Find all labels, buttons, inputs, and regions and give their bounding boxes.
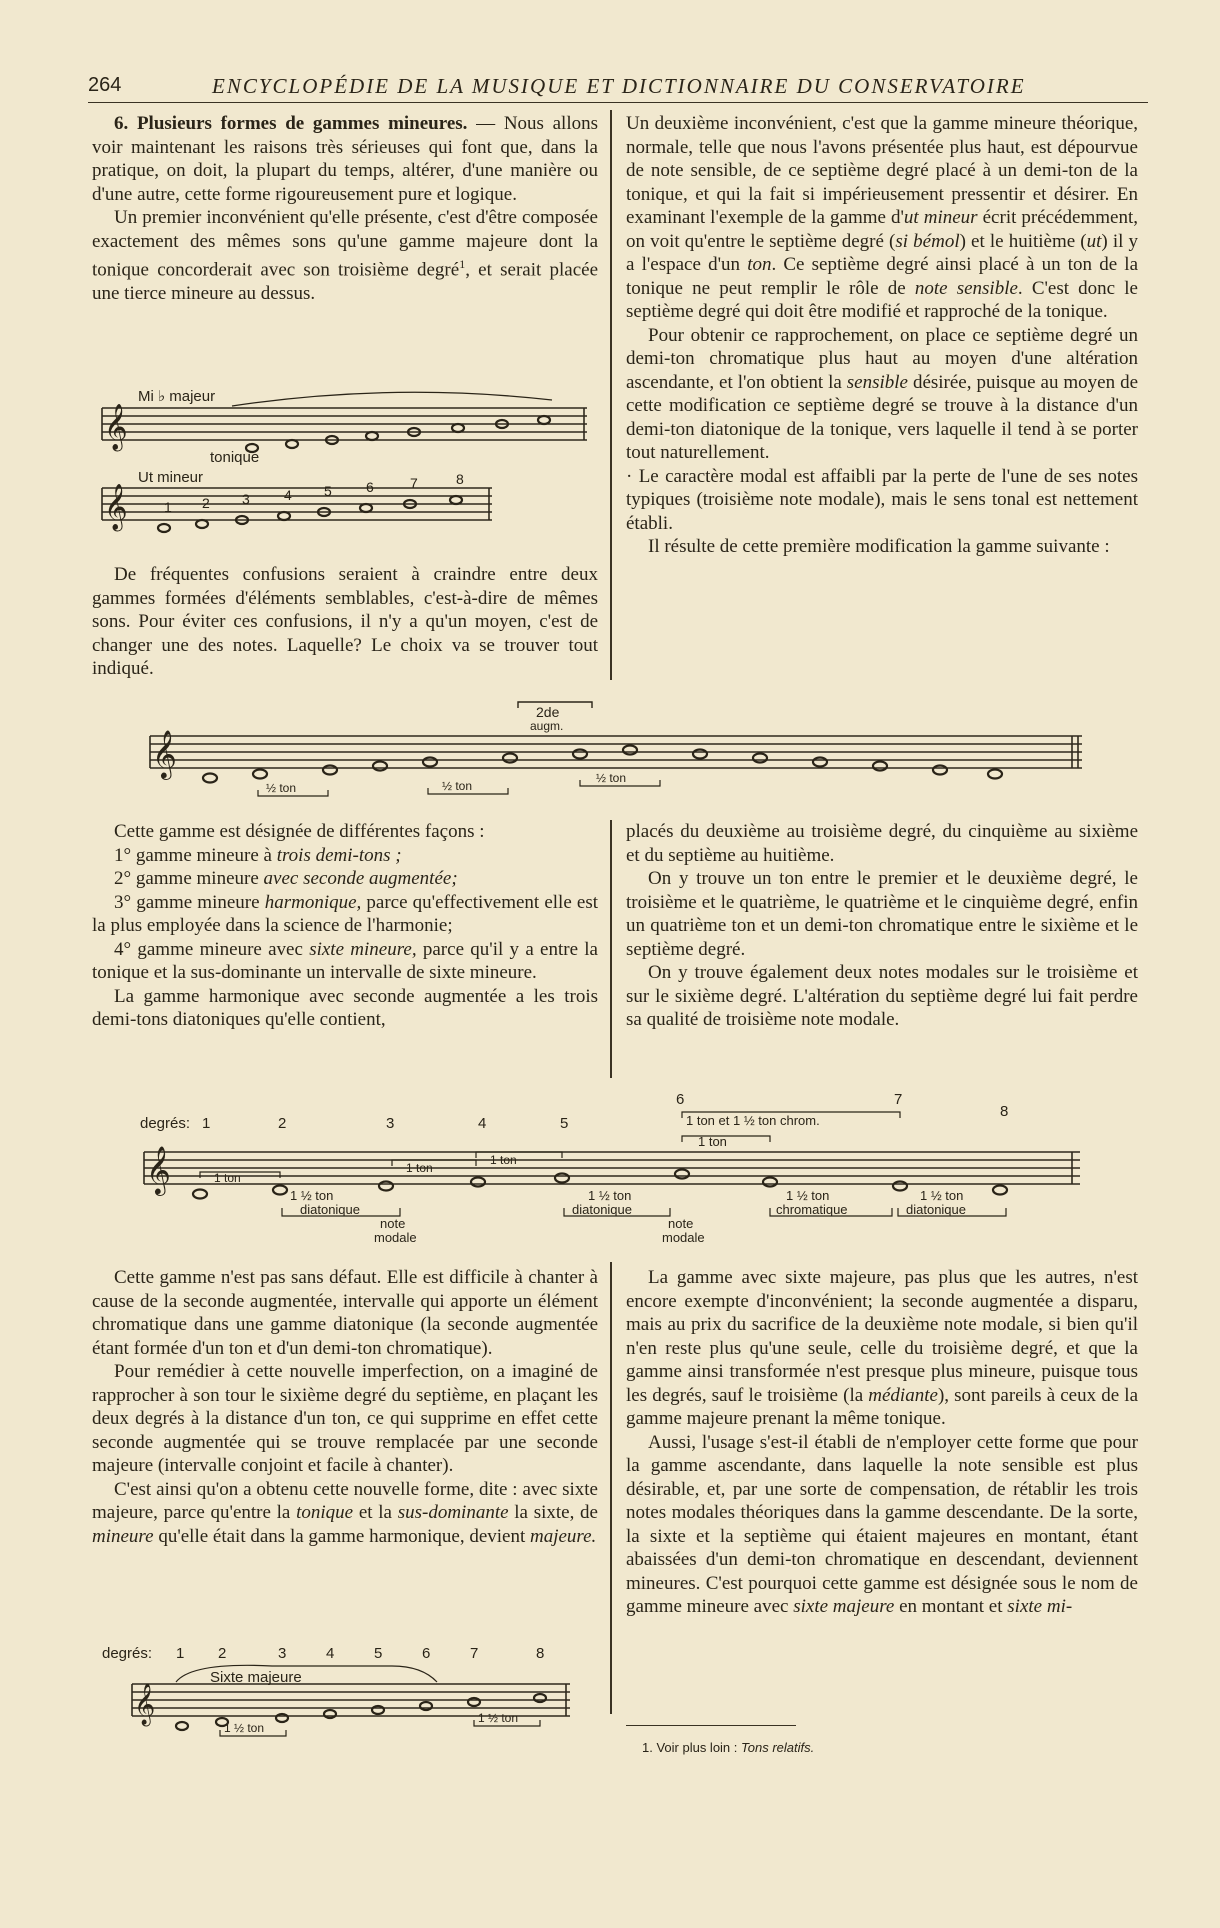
svg-text:6: 6 xyxy=(676,1092,685,1108)
svg-text:7: 7 xyxy=(410,475,418,491)
ex2-bracket-label-2: augm. xyxy=(530,719,564,733)
svg-text:diatonique: diatonique xyxy=(906,1202,966,1217)
svg-text:1 ½ ton: 1 ½ ton xyxy=(224,1721,265,1735)
treble-clef-icon: 𝄞 xyxy=(152,730,177,777)
svg-text:1 ton: 1 ton xyxy=(214,1171,241,1185)
svg-text:4: 4 xyxy=(284,487,292,503)
paragraph-text: De fréquentes confusions seraient à craindre entre deux gammes formées d'éléments semblables, c'est-à-dire de mêmes sons. Pour éviter ces confusions, il n'y a qu'un moyen, c'est de changer une des notes. Laquelle? Le choix va se trouver tout indiqué. xyxy=(92,564,598,679)
paragraph-text: Un premier inconvénient qu'elle présente, c'est d'être composée exactement des mêmes sons qu'une gamme majeure dont la tonique concorderait avec son troisième degré xyxy=(92,207,598,281)
staff xyxy=(150,736,1082,768)
svg-text:4: 4 xyxy=(478,1115,487,1132)
paragraph-text: On y trouve également deux notes modales sur le troisième et sur le sixième degré. L'altération du septième degré lui fait perdre sa qualité de troisième note modale. xyxy=(626,962,1138,1030)
footnote-marker: 1 xyxy=(459,257,466,271)
music-example-1 xyxy=(92,380,602,540)
treble-clef-icon: 𝄞 xyxy=(104,405,128,449)
ex1-notes-upper xyxy=(246,416,550,452)
svg-text:chromatique: chromatique xyxy=(776,1202,848,1217)
ex2-half-tone-brackets xyxy=(258,771,660,796)
svg-text:degrés:: degrés: xyxy=(102,1645,153,1662)
svg-text:½ ton: ½ ton xyxy=(596,771,627,785)
svg-text:7: 7 xyxy=(470,1645,479,1662)
column-rule-mid xyxy=(610,820,612,1078)
ex4-sixte-label: Sixte majeure xyxy=(210,1669,302,1686)
music-example-4 xyxy=(92,1638,602,1748)
svg-text:1 ½ ton: 1 ½ ton xyxy=(588,1188,632,1203)
ex1-tonique-label: tonique xyxy=(210,449,260,466)
column-left-top xyxy=(92,112,598,305)
ex1-label-bottom: Ut mineur xyxy=(138,469,204,486)
ex3-ton-chrom-label: 1 ton et 1 ½ ton chrom. xyxy=(686,1113,820,1128)
paragraph-text: placés du deuxième au troisième degré, du cinquième au sixième et du septième au huitième. xyxy=(626,821,1138,866)
treble-clef-icon: 𝄞 xyxy=(104,485,128,529)
svg-text:8: 8 xyxy=(536,1645,545,1662)
music-example-3 xyxy=(130,1092,1090,1252)
page-header xyxy=(88,72,1148,103)
svg-text:3: 3 xyxy=(386,1115,395,1132)
section-heading: 6. Plusieurs formes de gammes mineures. xyxy=(114,113,468,134)
svg-text:modale: modale xyxy=(374,1230,417,1245)
column-right-bot: La gamme avec sixte majeure, pas plus que les autres, n'est encore exempte d'inconvénient; la seconde augmentée a disparu, mais au prix du sacrifice de la deuxième note modale, si bien qu'il n'en reste plus qu'une seule, celle du troisième degré, et que la gamme ainsi transformée n'est presque plus mineure, puisque tous les degrés, sauf le troisième (la médiante), sont pareils à ceux de la gamme majeure prenant la même tonique. Aussi, l'usage s'est-il établi de n'employer cette forme que pour la gamme ascendante, dans laquelle la note sensible est plus désirable, et, par une sorte de compensation, de rétablir les trois notes modales théoriques dans la gamme descendante. De la sorte, la sixte et la septième qui étaient majeures en montant, étant abaissées d'un demi-ton chromatique en descendant, deviennent mineures. C'est pourquoi cette gamme est désignée sous le nom de gamme mineure avec sixte majeure en montant et sixte mi- xyxy=(626,1267,1138,1617)
column-left-p3 xyxy=(92,563,598,681)
svg-text:1 ton: 1 ton xyxy=(406,1161,433,1175)
footnote-rule xyxy=(626,1725,796,1726)
column-rule-top xyxy=(610,110,612,680)
ex1-degree-numbers xyxy=(164,471,464,515)
paragraph-text: Cette gamme n'est pas sans défaut. Elle est difficile à chanter à cause de la seconde augmentée, intervalle qui apporte un élément chromatique dans une gamme diatonique (la seconde augmentée étant formée d'un ton et d'un demi-ton chromatique). xyxy=(92,1267,598,1359)
staff-upper xyxy=(102,408,587,440)
paragraph-text: Cette gamme est désignée de différentes façons : xyxy=(114,821,485,842)
paragraph-text: · Le caractère modal est affaibli par la perte de l'une de ses notes typiques (troisième note modale), mais le sens tonal est nettement établi. xyxy=(626,465,1138,534)
running-head: ENCYCLOPÉDIE DE LA MUSIQUE ET DICTIONNAIRE DU CONSERVATOIRE xyxy=(212,74,1026,98)
paragraph-text: On y trouve un ton entre le premier et le deuxième degré, le troisième et le quatrième, le quatrième et le cinquième degré, enfin un quatrième ton et un demi-ton chromatique entre le sixième et le septième degré. xyxy=(626,868,1138,960)
paragraph-text: La gamme harmonique avec seconde augmentée a les trois demi-tons diatoniques qu'elle contient, xyxy=(92,985,598,1030)
svg-text:½ ton: ½ ton xyxy=(442,779,473,793)
svg-text:1 ½ ton: 1 ½ ton xyxy=(920,1188,964,1203)
svg-text:5: 5 xyxy=(560,1115,569,1132)
svg-text:2: 2 xyxy=(278,1115,287,1132)
svg-text:1 ½ ton: 1 ½ ton xyxy=(478,1711,519,1725)
svg-text:3: 3 xyxy=(242,491,250,507)
ex3-interval-labels xyxy=(282,1188,1006,1245)
svg-text:note: note xyxy=(380,1216,406,1231)
svg-text:3: 3 xyxy=(278,1645,287,1662)
page-number: 264 xyxy=(88,74,122,96)
column-rule-bot xyxy=(610,1262,612,1714)
svg-text:6: 6 xyxy=(366,479,374,495)
paragraph-text: Il résulte de cette première modification la gamme suivante : xyxy=(648,536,1110,557)
column-right-mid xyxy=(626,820,1138,1032)
ex3-ton-label: 1 ton xyxy=(698,1134,727,1149)
svg-text:degrés:: degrés: xyxy=(140,1115,191,1132)
staff-lower xyxy=(102,488,492,520)
ex2-bracket-label-1: 2de xyxy=(536,704,560,720)
svg-text:6: 6 xyxy=(422,1645,431,1662)
svg-text:4: 4 xyxy=(326,1645,335,1662)
svg-text:½ ton: ½ ton xyxy=(266,781,297,795)
ex1-label-top: Mi ♭ majeur xyxy=(138,388,216,405)
svg-text:diatonique: diatonique xyxy=(572,1202,632,1217)
svg-text:2: 2 xyxy=(202,495,210,511)
svg-text:1 ½ ton: 1 ½ ton xyxy=(786,1188,830,1203)
paragraph-text: , et serait placée une tierce mineure au dessus. xyxy=(92,259,598,304)
staff xyxy=(144,1152,1080,1184)
paragraph-text: Pour remédier à cette nouvelle imperfection, on a imaginé de rapprocher à son tour le sixième degré du septième, en plaçant les deux degrés à la distance d'un ton, ce qui supprime en effet cette seconde augmentée qui se trouve remplacée par une seconde majeure (intervalle conjoint et facile à chanter). xyxy=(92,1361,598,1476)
ex4-degree-labels xyxy=(102,1645,544,1662)
music-example-2 xyxy=(140,700,1090,800)
footnote: 1. Voir plus loin : Tons relatifs. xyxy=(642,1740,815,1755)
svg-text:7: 7 xyxy=(894,1092,903,1108)
svg-text:note: note xyxy=(668,1216,694,1231)
svg-text:1: 1 xyxy=(176,1645,185,1662)
svg-text:1: 1 xyxy=(164,499,172,515)
column-left-mid: Cette gamme est désignée de différentes façons : 1° gamme mineure à trois demi-tons ; 2° gamme mineure avec seconde augmentée; 3° gamme mineure harmonique, parce qu'effectivement elle est la plus employée dans la science de l'harmonie; 4° gamme mineure avec sixte mineure, parce qu'il y a entre la tonique et la sus-dominante un intervalle de sixte mineure. La gamme harmonique avec seconde augmentée a les trois demi-tons diatoniques qu'elle contient, xyxy=(92,821,599,1030)
svg-text:8: 8 xyxy=(456,471,464,487)
svg-text:8: 8 xyxy=(1000,1103,1009,1120)
svg-text:5: 5 xyxy=(324,483,332,499)
treble-clef-icon: 𝄞 xyxy=(146,1146,171,1193)
svg-text:diatonique: diatonique xyxy=(300,1202,360,1217)
column-right-top: Un deuxième inconvénient, c'est que la gamme mineure théorique, normale, telle que nous l'avons présentée plus haut, est dépourvue de note sensible, de ce septième degré placé à un demi-ton de la tonique, et qui la fait si impérieusement pressentir et désirer. En examinant l'exemple de la gamme d'ut mineur écrit précédemment, on voit qu'entre le septième degré (si bémol) et le huitième (ut) il y a l'espace d'un ton. Ce septième degré ainsi placé à un ton de la tonique ne peut remplir le rôle de note sensible. C'est donc le septième degré qui doit être modifié et rapproché de la tonique. Pour obtenir ce rapprochement, on place ce septième degré un demi-ton chromatique plus haut au moyen d'une altération ascendante, et l'on obtient la sensible désirée, puisque au moyen de cette modification ce septième degré se trouve à la distance d'un demi-ton diatonique de la tonique, vers laquelle il tend à se porter tout naturellement. · Le caractère modal est affaibli par la perte de l'une de ses notes typiques (troisième note modale), mais le sens tonal est nettement établi. Il résulte de cette première modification la gamme suivante : xyxy=(626,113,1139,557)
svg-text:2: 2 xyxy=(218,1645,227,1662)
svg-text:modale: modale xyxy=(662,1230,705,1245)
svg-text:1 ton: 1 ton xyxy=(490,1153,517,1167)
svg-text:5: 5 xyxy=(374,1645,383,1662)
svg-text:1 ½ ton: 1 ½ ton xyxy=(290,1188,334,1203)
svg-text:1: 1 xyxy=(202,1115,211,1132)
treble-clef-icon: 𝄞 xyxy=(134,1683,156,1724)
column-left-bot: Cette gamme n'est pas sans défaut. Elle est difficile à chanter à cause de la seconde augmentée, intervalle qui apporte un élément chromatique dans une gamme diatonique (la seconde augmentée étant formée d'un ton et d'un demi-ton chromatique). Pour remédier à cette nouvelle imperfection, on a imaginé de rapprocher à son tour le sixième degré du septième, en plaçant les deux degrés à la distance d'un ton, ce qui supprime en effet cette seconde augmentée qui se trouve remplacée par une seconde majeure (intervalle conjoint et facile à chanter). C'est ainsi qu'on a obtenu cette nouvelle forme, dite : avec sixte majeure, parce qu'entre la tonique et la sus-dominante la sixte, de mineure qu'elle était dans la gamme harmonique, devient majeure. xyxy=(92,1267,598,1547)
paragraph-text: — Nous allons voir maintenant les raisons très sérieuses qui font que, dans la pratique, on doit, la plupart du temps, altérer, d'une manière ou d'une autre, cette forme rigoureusement pure et logique. xyxy=(92,113,599,205)
